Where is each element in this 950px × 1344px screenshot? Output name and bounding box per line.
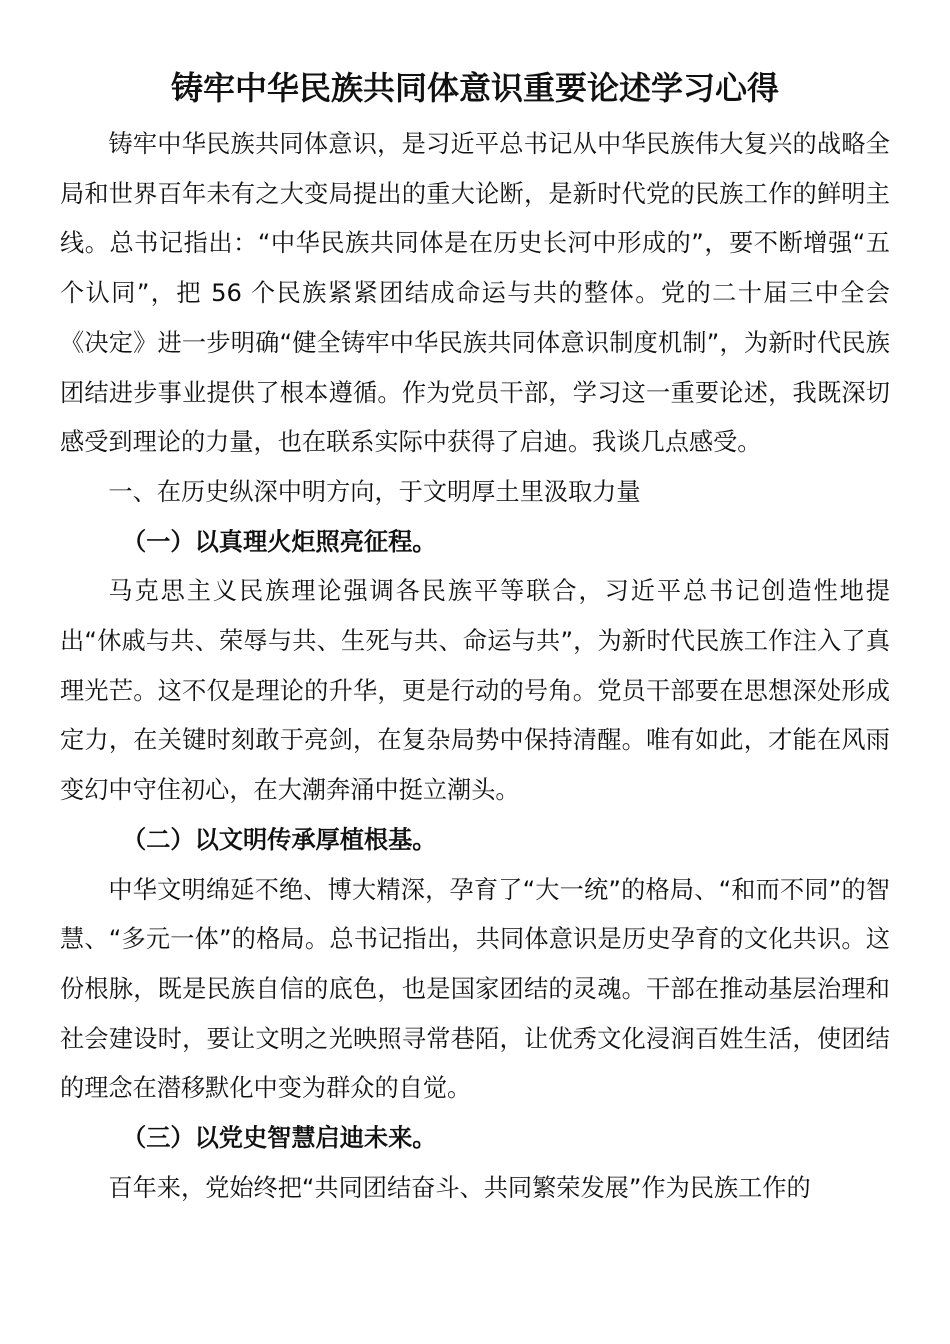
section-heading-1: 一、在历史纵深中明方向，于文明厚土里汲取力量 [108, 477, 641, 506]
body-paragraph-2: 中华文明绵延不绝、博大精深，孕育了“大一统”的格局、“和而不同”的智慧、“多元一体”的格局。总书记指出，共同体意识是历史孕育的文化共识。这份根脉，既是民族自信的底色，也是国家团结的灵魂。干部在推动基层治理和社会建设时，要让文明之光映照寻常巷陌，让优秀文化浸润百姓生活，使团结的理念在潜移默化中变为群众的自觉。 [60, 875, 890, 1103]
subheading-3: （三）以党史智慧启迪未来。 [122, 1124, 437, 1153]
body-paragraph-1: 马克思主义民族理论强调各民族平等联合，习近平总书记创造性地提出“休戚与共、荣辱与共、生死与共、命运与共”，为新时代民族工作注入了真理光芒。这不仅是理论的升华，更是行动的号角。党员干部要在思想深处形成定力，在关键时刻敢于亮剑，在复杂局势中保持清醒。唯有如此，才能在风雨变幻中守住初心，在大潮奔涌中挺立潮头。 [60, 577, 890, 805]
intro-paragraph: 铸牢中华民族共同体意识，是习近平总书记从中华民族伟大复兴的战略全局和世界百年未有之大变局提出的重大论断，是新时代党的民族工作的鲜明主线。总书记指出：“中华民族共同体是在历史长河中形成的”，要不断增强“五个认同”，把 56 个民族紧紧团结成命运与共的整体。党的二十届三中全会《决定》进一步明确“健全铸牢中华民族共同体意识制度机制”，为新时代民族团结进步事业提供了根本遵循。作为党员干部，学习这一重要论述，我既深切感受到理论的力量，也在联系实际中获得了启迪。我谈几点感受。 [60, 130, 890, 457]
subheading-2: （二）以文明传承厚植根基。 [122, 825, 437, 854]
body-paragraph-3: 百年来，党始终把“共同团结奋斗、共同繁荣发展”作为民族工作的 [108, 1173, 811, 1202]
subheading-1: （一）以真理火炬照亮征程。 [122, 527, 437, 556]
document-title: 铸牢中华民族共同体意识重要论述学习心得 [170, 69, 779, 107]
